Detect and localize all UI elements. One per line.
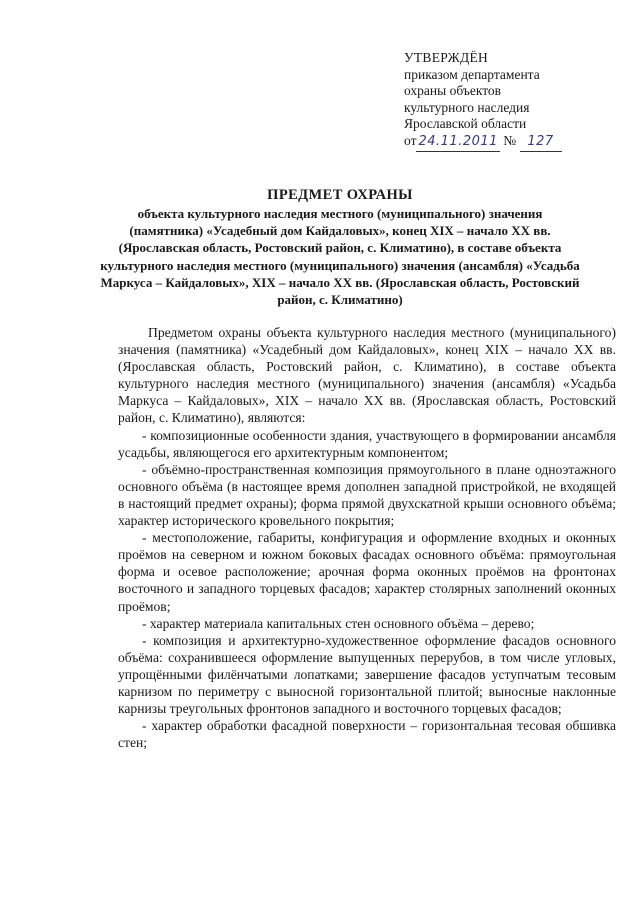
approval-line: приказом департамента bbox=[404, 66, 540, 82]
list-item: - характер обработки фасадной поверхности – горизонтальная тесовая обшивка стен; bbox=[118, 718, 616, 751]
title-main: ПРЕДМЕТ ОХРАНЫ bbox=[267, 187, 413, 203]
number-prefix: № bbox=[503, 132, 517, 148]
list-item: - местоположение, габариты, конфигурация и оформление входных и оконных проёмов на северном и южном боковых фасадах основного объёма: прямоугольная форма и осевое расположение; арочная форма оконных проёмов на фронтонах восточного и западного торцевых фасадов; характер столярных заполнений оконных проёмов; bbox=[118, 530, 616, 614]
list-item: - объёмно-пространственная композиция прямоугольного в плане одноэтажного основного объёма (в настоящее время дополнен западной пристройкой, не входящей в настоящий предмет охраны); форма прямой двухскатной крыши основного объёма; характер исторического кровельного покрытия; bbox=[118, 461, 616, 529]
list-item: - композиционные особенности здания, участвующего в формировании ансамбля усадьбы, являющегося его архитектурным компонентом; bbox=[118, 427, 616, 460]
approval-number: 127 bbox=[520, 134, 562, 152]
document-body bbox=[118, 324, 616, 751]
approval-stamp bbox=[404, 50, 624, 152]
approval-heading: УТВЕРЖДЁН bbox=[404, 50, 489, 65]
date-prefix: от bbox=[404, 132, 417, 148]
approval-date-row bbox=[404, 133, 624, 152]
title-subtitle: объекта культурного наследия местного (муниципального) значения (памятника) «Усадебный дом Кайдаловых», конец XIX – начало XX вв. (Ярославская область, Ростовский район, с. Климатино), в составе объекта культурного наследия местного (муниципального) значения (ансамбля) «Усадьба Маркуса – Кайдаловых», XIX – начало XX вв. (Ярославская область, Ростовский район, с. Климатино) bbox=[100, 206, 580, 308]
document-title bbox=[100, 186, 580, 308]
approval-date: 24.11.2011 bbox=[416, 134, 499, 152]
list-item: - характер материала капитальных стен основного объёма – дерево; bbox=[142, 615, 535, 631]
approval-line: охраны объектов bbox=[404, 83, 502, 99]
list-item: - композиция и архитектурно-художественное оформление фасадов основного объёма: сохранившееся оформление выпущенных перерубов, в том числе угловых, упрощёнными филёнчатыми лопатками; завершение фасадов уступчатым тесовым карнизом по периметру с выносной горизонтальной плитой; выносные наклонные карнизы треугольных фронтонов западного и восточного торцевых фасадов; bbox=[118, 632, 616, 717]
intro-paragraph: Предметом охраны объекта культурного наследия местного (муниципального) значения (памятника) «Усадебный дом Кайдаловых», конец XIX – начало XX вв. (Ярославская область, Ростовский район, с. Климатино), в составе объекта культурного наследия местного (муниципального) значения (ансамбля) «Усадьба Маркуса – Кайдаловых», XIX – начало XX вв. (Ярославская область, Ростовский район, с. Климатино), являются: bbox=[118, 325, 616, 426]
approval-line: Ярославской области bbox=[404, 116, 527, 132]
approval-line: культурного наследия bbox=[404, 99, 530, 115]
